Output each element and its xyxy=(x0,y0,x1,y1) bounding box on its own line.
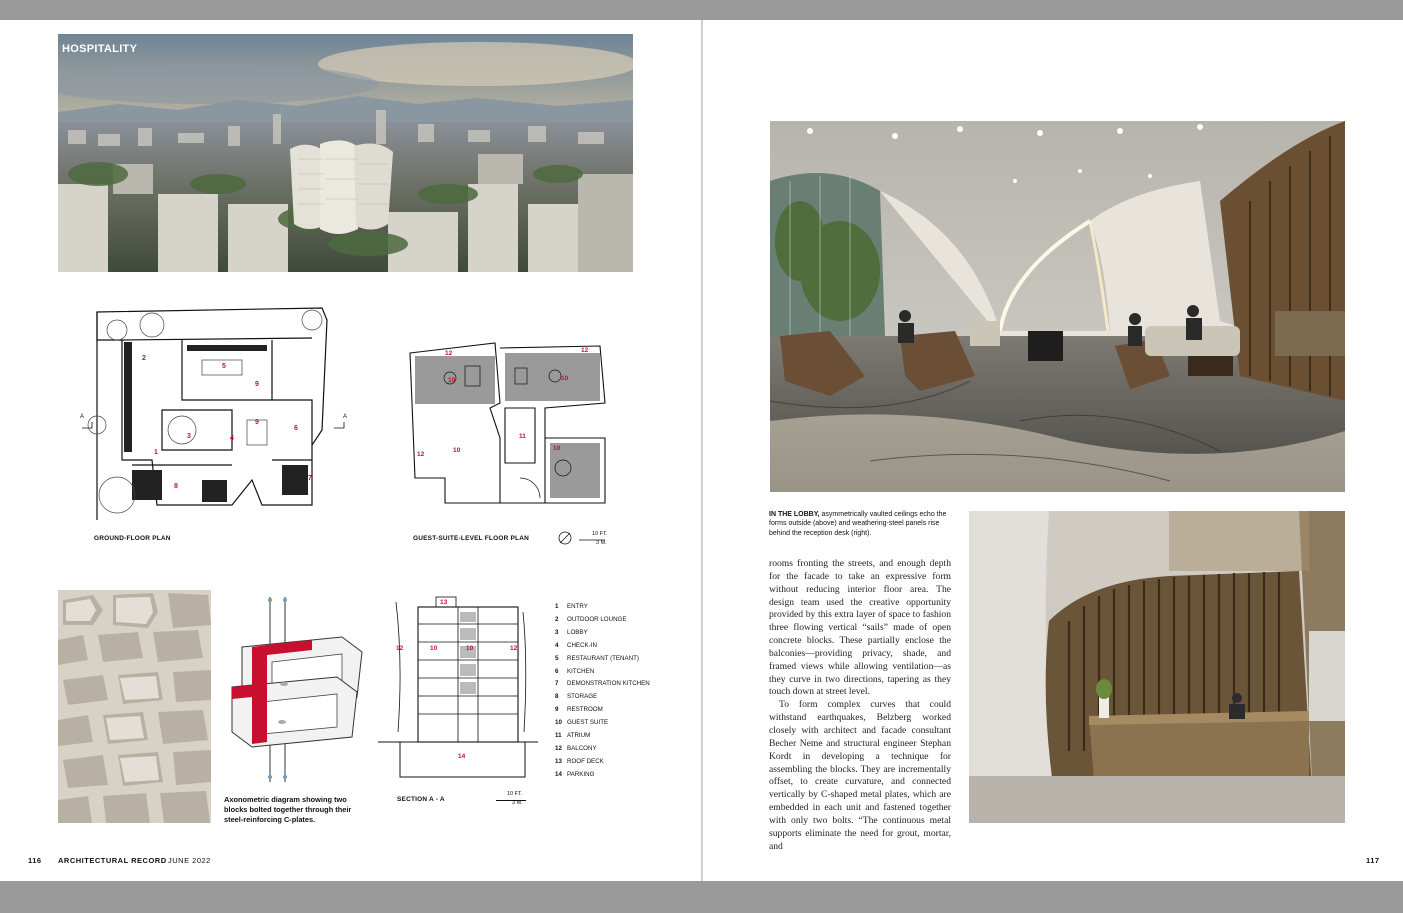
legend-item xyxy=(555,601,657,614)
legend-item xyxy=(555,717,657,730)
plan-num: 12 xyxy=(417,451,425,458)
reception-photo xyxy=(969,511,1345,823)
legend-item xyxy=(555,640,657,653)
legend-item xyxy=(555,678,657,691)
plan-num: 3 xyxy=(187,433,191,440)
plan-num: 13 xyxy=(440,599,448,606)
plan-num: 10 xyxy=(448,377,456,384)
body-paragraph-1: rooms fronting the streets, and enough depth for the facade to take an expressive form without reducing interior floor area. The design team used the creative opportunity provided by this extra layer of space to fashion three flowing vertical “sails” made of open concrete blocks. These partially enclose the balconies—providing privacy, shade, and framed views while allowing ventilation—as they curve in two directions, tapering as they touch down at street level. xyxy=(769,558,951,698)
legend-number: 14 xyxy=(555,770,562,778)
section-drawing xyxy=(378,592,538,782)
plan-num: 1 xyxy=(154,449,158,456)
axonometric-diagram xyxy=(222,592,367,787)
legend-number: 8 xyxy=(555,693,559,701)
scale-bar xyxy=(557,528,617,548)
plan-num: 11 xyxy=(519,433,526,440)
ground-floor-plan xyxy=(72,300,362,530)
plan-num: 10 xyxy=(561,375,569,382)
legend-label: KITCHEN xyxy=(567,667,595,675)
plan-num: 12 xyxy=(396,645,404,652)
legend-label: STORAGE xyxy=(567,693,598,701)
lobby-photo xyxy=(770,121,1345,492)
section-label-text: SECTION A - A xyxy=(397,796,445,803)
legend-item xyxy=(555,730,657,743)
legend-label: RESTAURANT (TENANT) xyxy=(567,654,639,662)
legend-label: ENTRY xyxy=(567,603,588,610)
legend-label: GUEST SUITE xyxy=(567,719,609,727)
footer-left-page-number: 116 xyxy=(28,856,42,865)
legend-label: PARKING xyxy=(567,770,595,778)
plan-num: 14 xyxy=(458,753,466,760)
guest-suite-plan xyxy=(405,338,615,508)
legend-item xyxy=(555,627,657,640)
legend-number: 7 xyxy=(555,680,559,688)
footer-issue: JUNE 2022 xyxy=(168,856,211,865)
legend-number: 2 xyxy=(555,615,559,623)
legend-item xyxy=(555,666,657,679)
plan-num: 6 xyxy=(294,425,298,432)
section-scale-m: 3 M. xyxy=(512,800,523,806)
legend-label: LOBBY xyxy=(567,628,588,636)
plan-num: 10 xyxy=(466,645,474,652)
legend-item xyxy=(555,691,657,704)
legend-item xyxy=(555,769,657,782)
footer-magazine-name: ARCHITECTURAL RECORD xyxy=(58,856,167,865)
legend-number: 3 xyxy=(555,628,559,636)
legend-label: CHECK-IN xyxy=(567,641,597,649)
plan-num: 9 xyxy=(255,419,259,426)
axon-caption: Axonometric diagram showing two blocks bolted together through their steel-reinforcing C-plates. xyxy=(224,795,352,824)
legend-label: DEMONSTRATION KITCHEN xyxy=(567,680,650,688)
cut-marker: A xyxy=(343,414,348,420)
lobby-caption xyxy=(769,510,955,538)
legend-number: 5 xyxy=(555,654,559,662)
section-label: HOSPITALITY xyxy=(62,43,138,55)
scale-m: 3 M. xyxy=(596,540,607,546)
legend-item xyxy=(555,756,657,769)
plan-num: 10 xyxy=(553,445,561,452)
legend-number: 11 xyxy=(555,732,562,740)
plan-num: 10 xyxy=(453,447,461,454)
plan-num: 12 xyxy=(510,645,518,652)
legend-label: ROOF DECK xyxy=(567,757,604,765)
body-paragraph-2: To form complex curves that could withstand earthquakes, Belzberg worked closely with architect and facade consultant Becher Neme and structural engineer Stephan Kordt in developing a technique for assembling the blocks. They are incrementally offset, to create curvature, and connected vertically by C-shaped metal plates, which are embedded in each unit and fastened together with only two bolts. “The continuous metal supports eliminate the need for grout, mortar, and xyxy=(769,699,951,852)
ground-floor-plan-label: GROUND-FLOOR PLAN xyxy=(94,535,171,542)
legend-item xyxy=(555,704,657,717)
legend-label: RESTROOM xyxy=(567,706,603,714)
legend-label: BALCONY xyxy=(567,744,597,752)
legend-item xyxy=(555,653,657,666)
footer-right-page-number: 117 xyxy=(1366,856,1380,865)
plan-num: 5 xyxy=(222,363,226,370)
body-text xyxy=(769,558,951,853)
plan-num: 10 xyxy=(430,645,438,652)
legend-number: 10 xyxy=(555,719,562,727)
legend-number: 4 xyxy=(555,641,559,649)
legend-number: 12 xyxy=(555,744,562,752)
plan-num: 4 xyxy=(230,435,234,442)
plan-num: 9 xyxy=(255,381,259,388)
legend-item xyxy=(555,614,657,627)
section-scale-ft: 10 FT. xyxy=(507,791,523,797)
legend-number: 1 xyxy=(555,603,559,610)
plan-num: 7 xyxy=(308,475,312,482)
scale-ft: 10 FT. xyxy=(592,531,608,537)
plan-num: 12 xyxy=(445,350,453,357)
legend xyxy=(555,601,657,782)
concrete-block-photo xyxy=(58,590,211,823)
legend-number: 6 xyxy=(555,667,559,675)
lobby-caption-lead: IN THE LOBBY, xyxy=(769,511,820,518)
section-scale-bar xyxy=(496,796,526,801)
legend-item xyxy=(555,743,657,756)
plan-num: 12 xyxy=(581,347,589,354)
cut-marker: A xyxy=(80,414,85,420)
plan-num: 2 xyxy=(142,355,146,362)
plan-num: 8 xyxy=(174,483,178,490)
legend-number: 13 xyxy=(555,757,562,765)
legend-label: OUTDOOR LOUNGE xyxy=(567,615,627,623)
lobby-caption-text: asymmetrically vaulted ceilings echo the forms outside (above) and weathering-steel panels rise behind the reception desk (right). xyxy=(769,511,947,537)
guest-suite-plan-label: GUEST-SUITE-LEVEL FLOOR PLAN xyxy=(413,535,529,542)
legend-number: 9 xyxy=(555,706,559,714)
legend-label: ATRIUM xyxy=(567,732,591,740)
aerial-city-photo xyxy=(58,34,633,272)
